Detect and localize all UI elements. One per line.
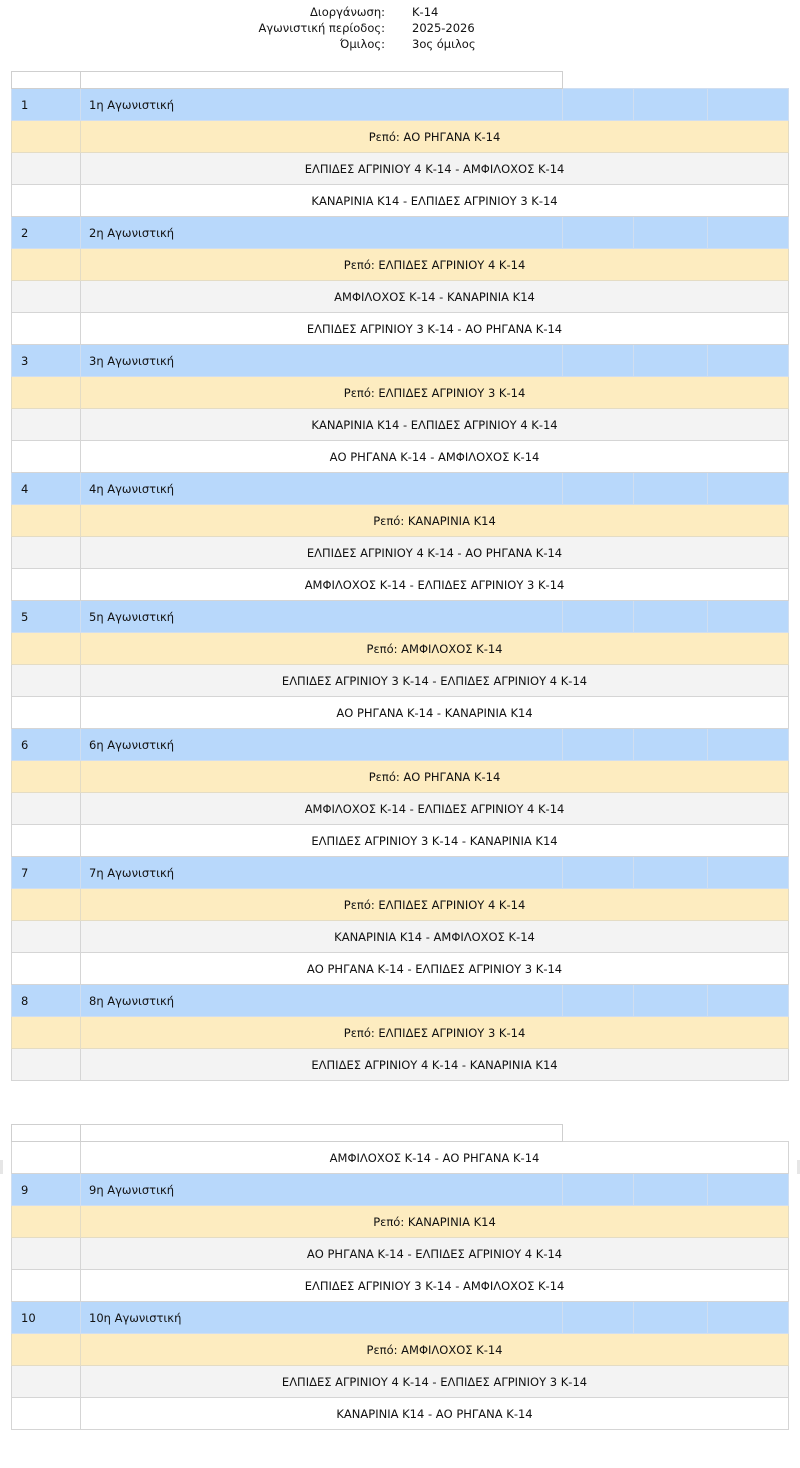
match-text: ΕΛΠΙΔΕΣ ΑΓΡΙΝΙΟΥ 3 Κ-14 - ΑΜΦΙΛΟΧΟΣ Κ-14	[81, 1270, 789, 1302]
match-text: ΚΑΝΑΡΙΝΙΑ Κ14 - ΑΜΦΙΛΟΧΟΣ Κ-14	[81, 921, 789, 953]
round-number: 8	[12, 985, 81, 1017]
round-row	[12, 217, 789, 249]
match-row	[12, 1398, 789, 1430]
round-extra-cell	[708, 1302, 789, 1334]
round-name: 6η Αγωνιστική	[81, 729, 563, 761]
round-extra-cell	[634, 1174, 708, 1206]
header-cell	[12, 1125, 81, 1142]
match-row	[12, 953, 789, 985]
match-text: ΚΑΝΑΡΙΝΙΑ Κ14 - ΕΛΠΙΔΕΣ ΑΓΡΙΝΙΟΥ 3 Κ-14	[81, 185, 789, 217]
bye-text: Ρεπό: ΚΑΝΑΡΙΝΙΑ Κ14	[81, 505, 789, 537]
match-text: ΑΜΦΙΛΟΧΟΣ Κ-14 - ΑΟ ΡΗΓΑΝΑ Κ-14	[81, 1142, 789, 1174]
round-name: 9η Αγωνιστική	[81, 1174, 563, 1206]
schedule-table-2	[11, 1124, 789, 1430]
bye-row	[12, 1206, 789, 1238]
round-name: 3η Αγωνιστική	[81, 345, 563, 377]
info-label: Αγωνιστική περίοδος:	[258, 21, 385, 35]
match-row	[12, 281, 789, 313]
match-text: ΕΛΠΙΔΕΣ ΑΓΡΙΝΙΟΥ 4 Κ-14 - ΑΟ ΡΗΓΑΝΑ Κ-14	[81, 537, 789, 569]
table-header-row	[12, 72, 789, 89]
round-row	[12, 601, 789, 633]
match-empty-cell	[12, 825, 81, 857]
table-header-row	[12, 1125, 789, 1142]
bye-empty-cell	[12, 121, 81, 153]
round-extra-cell	[708, 345, 789, 377]
bye-empty-cell	[12, 633, 81, 665]
round-extra-cell	[563, 89, 634, 121]
round-number: 10	[12, 1302, 81, 1334]
round-name: 7η Αγωνιστική	[81, 857, 563, 889]
round-row	[12, 89, 789, 121]
round-extra-cell	[708, 729, 789, 761]
match-text: ΑΜΦΙΛΟΧΟΣ Κ-14 - ΚΑΝΑΡΙΝΙΑ Κ14	[81, 281, 789, 313]
competition-info	[0, 4, 800, 52]
match-row	[12, 153, 789, 185]
match-empty-cell	[12, 153, 81, 185]
round-extra-cell	[563, 345, 634, 377]
round-name: 4η Αγωνιστική	[81, 473, 563, 505]
header-blank	[563, 72, 789, 89]
bye-text: Ρεπό: ΕΛΠΙΔΕΣ ΑΓΡΙΝΙΟΥ 4 Κ-14	[81, 249, 789, 281]
match-text: ΑΟ ΡΗΓΑΝΑ Κ-14 - ΕΛΠΙΔΕΣ ΑΓΡΙΝΙΟΥ 3 Κ-14	[81, 953, 789, 985]
header-cell	[12, 72, 81, 89]
match-text: ΚΑΝΑΡΙΝΙΑ Κ14 - ΕΛΠΙΔΕΣ ΑΓΡΙΝΙΟΥ 4 Κ-14	[81, 409, 789, 441]
round-extra-cell	[563, 473, 634, 505]
info-value: 2025-2026	[412, 21, 475, 35]
match-empty-cell	[12, 665, 81, 697]
round-number: 7	[12, 857, 81, 889]
schedule-table-1	[11, 71, 789, 1081]
round-extra-cell	[634, 985, 708, 1017]
bye-empty-cell	[12, 1206, 81, 1238]
match-empty-cell	[12, 1049, 81, 1081]
bye-empty-cell	[12, 761, 81, 793]
info-value: 3ος όμιλος	[412, 37, 476, 51]
round-extra-cell	[634, 601, 708, 633]
match-row	[12, 665, 789, 697]
match-empty-cell	[12, 313, 81, 345]
bye-text: Ρεπό: ΑΟ ΡΗΓΑΝΑ Κ-14	[81, 761, 789, 793]
page-edge-mark	[0, 1160, 3, 1174]
round-extra-cell	[634, 89, 708, 121]
bye-row	[12, 505, 789, 537]
bye-row	[12, 889, 789, 921]
bye-text: Ρεπό: ΑΜΦΙΛΟΧΟΣ Κ-14	[81, 633, 789, 665]
match-text: ΕΛΠΙΔΕΣ ΑΓΡΙΝΙΟΥ 4 Κ-14 - ΕΛΠΙΔΕΣ ΑΓΡΙΝΙΟΥ 3 Κ-14	[81, 1366, 789, 1398]
schedule-table-body	[12, 1125, 789, 1430]
match-empty-cell	[12, 1398, 81, 1430]
match-row	[12, 921, 789, 953]
match-text: ΑΟ ΡΗΓΑΝΑ Κ-14 - ΑΜΦΙΛΟΧΟΣ Κ-14	[81, 441, 789, 473]
match-row	[12, 793, 789, 825]
round-number: 6	[12, 729, 81, 761]
match-text: ΕΛΠΙΔΕΣ ΑΓΡΙΝΙΟΥ 3 Κ-14 - ΚΑΝΑΡΙΝΙΑ Κ14	[81, 825, 789, 857]
bye-text: Ρεπό: ΑΟ ΡΗΓΑΝΑ Κ-14	[81, 121, 789, 153]
match-empty-cell	[12, 1142, 81, 1174]
match-text: ΑΟ ΡΗΓΑΝΑ Κ-14 - ΕΛΠΙΔΕΣ ΑΓΡΙΝΙΟΥ 4 Κ-14	[81, 1238, 789, 1270]
round-extra-cell	[634, 217, 708, 249]
match-text: ΚΑΝΑΡΙΝΙΑ Κ14 - ΑΟ ΡΗΓΑΝΑ Κ-14	[81, 1398, 789, 1430]
round-row	[12, 473, 789, 505]
info-value: Κ-14	[412, 5, 439, 19]
bye-row	[12, 633, 789, 665]
round-number: 2	[12, 217, 81, 249]
round-row	[12, 345, 789, 377]
round-extra-cell	[708, 985, 789, 1017]
round-extra-cell	[708, 857, 789, 889]
bye-empty-cell	[12, 249, 81, 281]
round-extra-cell	[634, 1302, 708, 1334]
match-row	[12, 313, 789, 345]
header-cell	[81, 1125, 563, 1142]
bye-text: Ρεπό: ΑΜΦΙΛΟΧΟΣ Κ-14	[81, 1334, 789, 1366]
match-empty-cell	[12, 1238, 81, 1270]
info-label: Όμιλος:	[339, 37, 385, 51]
match-row	[12, 537, 789, 569]
round-number: 9	[12, 1174, 81, 1206]
bye-row	[12, 1017, 789, 1049]
info-row-group	[0, 36, 800, 52]
schedule-table-body	[12, 72, 789, 1081]
match-text: ΕΛΠΙΔΕΣ ΑΓΡΙΝΙΟΥ 4 Κ-14 - ΚΑΝΑΡΙΝΙΑ Κ14	[81, 1049, 789, 1081]
round-extra-cell	[563, 729, 634, 761]
bye-empty-cell	[12, 889, 81, 921]
match-text: ΑΜΦΙΛΟΧΟΣ Κ-14 - ΕΛΠΙΔΕΣ ΑΓΡΙΝΙΟΥ 3 Κ-14	[81, 569, 789, 601]
bye-empty-cell	[12, 1334, 81, 1366]
match-empty-cell	[12, 1270, 81, 1302]
match-row	[12, 185, 789, 217]
round-name: 10η Αγωνιστική	[81, 1302, 563, 1334]
round-name: 1η Αγωνιστική	[81, 89, 563, 121]
match-empty-cell	[12, 921, 81, 953]
match-row	[12, 1366, 789, 1398]
round-extra-cell	[563, 1174, 634, 1206]
match-row	[12, 697, 789, 729]
bye-row	[12, 1334, 789, 1366]
info-row-season	[0, 20, 800, 36]
round-number: 5	[12, 601, 81, 633]
match-empty-cell	[12, 185, 81, 217]
round-extra-cell	[563, 1302, 634, 1334]
round-extra-cell	[708, 89, 789, 121]
round-row	[12, 1174, 789, 1206]
bye-row	[12, 761, 789, 793]
bye-row	[12, 377, 789, 409]
bye-text: Ρεπό: ΕΛΠΙΔΕΣ ΑΓΡΙΝΙΟΥ 4 Κ-14	[81, 889, 789, 921]
round-name: 2η Αγωνιστική	[81, 217, 563, 249]
info-label: Διοργάνωση:	[310, 5, 385, 19]
match-text: ΕΛΠΙΔΕΣ ΑΓΡΙΝΙΟΥ 4 Κ-14 - ΑΜΦΙΛΟΧΟΣ Κ-14	[81, 153, 789, 185]
match-row	[12, 441, 789, 473]
match-row	[12, 409, 789, 441]
round-extra-cell	[634, 729, 708, 761]
header-blank	[563, 1125, 789, 1142]
round-extra-cell	[634, 473, 708, 505]
round-row	[12, 729, 789, 761]
bye-row	[12, 249, 789, 281]
round-extra-cell	[563, 857, 634, 889]
match-empty-cell	[12, 569, 81, 601]
match-row	[12, 1270, 789, 1302]
round-extra-cell	[563, 601, 634, 633]
round-extra-cell	[708, 1174, 789, 1206]
match-empty-cell	[12, 1366, 81, 1398]
bye-empty-cell	[12, 1017, 81, 1049]
bye-empty-cell	[12, 377, 81, 409]
round-extra-cell	[708, 473, 789, 505]
match-text: ΑΟ ΡΗΓΑΝΑ Κ-14 - ΚΑΝΑΡΙΝΙΑ Κ14	[81, 697, 789, 729]
match-empty-cell	[12, 697, 81, 729]
bye-text: Ρεπό: ΕΛΠΙΔΕΣ ΑΓΡΙΝΙΟΥ 3 Κ-14	[81, 377, 789, 409]
match-empty-cell	[12, 537, 81, 569]
match-row	[12, 825, 789, 857]
round-extra-cell	[563, 217, 634, 249]
round-extra-cell	[708, 601, 789, 633]
round-name: 8η Αγωνιστική	[81, 985, 563, 1017]
match-empty-cell	[12, 409, 81, 441]
match-empty-cell	[12, 793, 81, 825]
match-text: ΕΛΠΙΔΕΣ ΑΓΡΙΝΙΟΥ 3 Κ-14 - ΑΟ ΡΗΓΑΝΑ Κ-14	[81, 313, 789, 345]
round-row	[12, 985, 789, 1017]
match-row	[12, 569, 789, 601]
round-number: 4	[12, 473, 81, 505]
bye-text: Ρεπό: ΕΛΠΙΔΕΣ ΑΓΡΙΝΙΟΥ 3 Κ-14	[81, 1017, 789, 1049]
round-extra-cell	[634, 857, 708, 889]
round-row	[12, 1302, 789, 1334]
round-extra-cell	[708, 217, 789, 249]
match-empty-cell	[12, 281, 81, 313]
round-extra-cell	[634, 345, 708, 377]
round-extra-cell	[563, 985, 634, 1017]
match-row	[12, 1142, 789, 1174]
match-empty-cell	[12, 441, 81, 473]
match-row	[12, 1238, 789, 1270]
match-row	[12, 1049, 789, 1081]
match-text: ΕΛΠΙΔΕΣ ΑΓΡΙΝΙΟΥ 3 Κ-14 - ΕΛΠΙΔΕΣ ΑΓΡΙΝΙΟΥ 4 Κ-14	[81, 665, 789, 697]
bye-empty-cell	[12, 505, 81, 537]
round-number: 3	[12, 345, 81, 377]
round-number: 1	[12, 89, 81, 121]
bye-text: Ρεπό: ΚΑΝΑΡΙΝΙΑ Κ14	[81, 1206, 789, 1238]
match-text: ΑΜΦΙΛΟΧΟΣ Κ-14 - ΕΛΠΙΔΕΣ ΑΓΡΙΝΙΟΥ 4 Κ-14	[81, 793, 789, 825]
round-row	[12, 857, 789, 889]
header-cell	[81, 72, 563, 89]
match-empty-cell	[12, 953, 81, 985]
bye-row	[12, 121, 789, 153]
round-name: 5η Αγωνιστική	[81, 601, 563, 633]
info-row-competition	[0, 4, 800, 20]
